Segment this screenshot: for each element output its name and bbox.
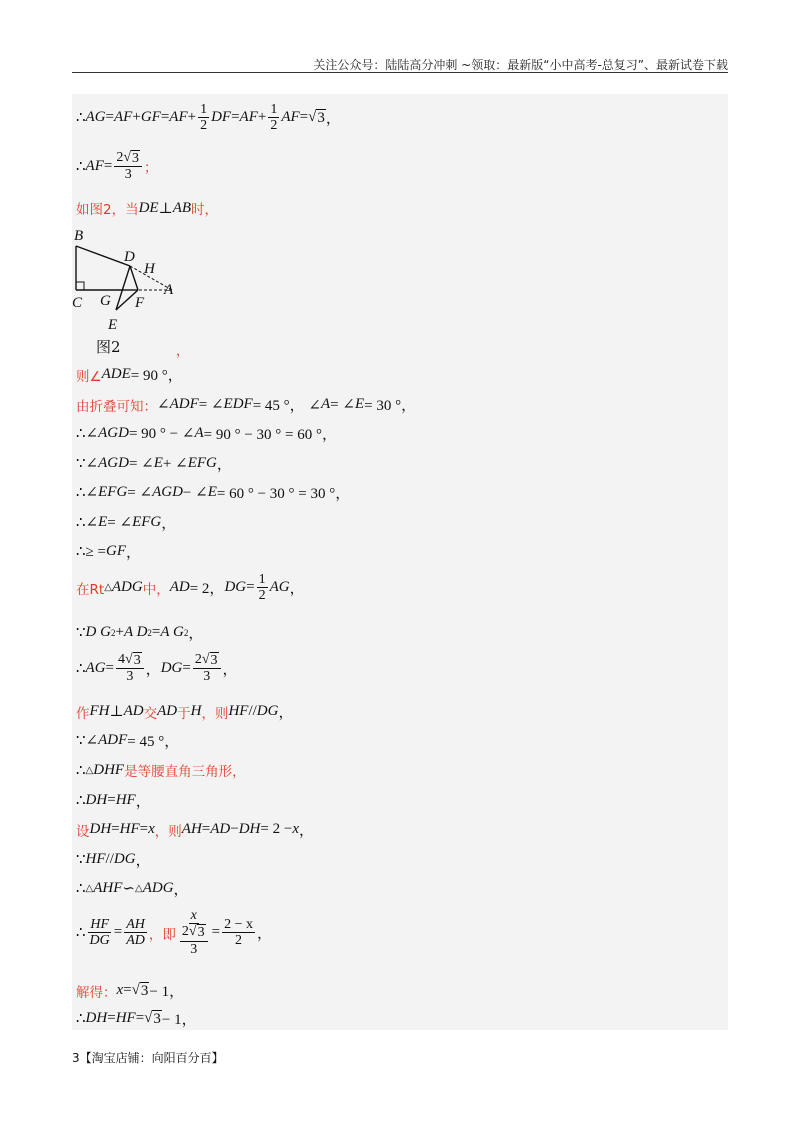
eq-let-x: 设 DH = HF = x ，则 AH = AD − DH = 2 − x ， bbox=[76, 821, 314, 840]
eq-proportion: ∴ $\frac{HF}{DG}$ = $\frac{AH}{AD}$ ，即 x 2 √ 3 3 = $\frac{2 - x}{2}$ ， bbox=[76, 908, 272, 957]
eq-dh-hf: ∴ DH = HF ， bbox=[76, 792, 151, 810]
fraction: 4 √ 3 3 bbox=[116, 652, 144, 685]
case-figure-2: 如图2，当 DE ⊥ AB 时， bbox=[76, 199, 219, 218]
page-footer: 3【淘宝店铺：向阳百分百】 bbox=[72, 1051, 224, 1065]
label-e: E bbox=[108, 317, 118, 333]
compound-fraction: x 2 √ 3 3 bbox=[178, 908, 210, 957]
eq-angle-ade: 则∠ ADE = 90 °， bbox=[76, 366, 183, 385]
figure-trailing-comma: ， bbox=[176, 344, 190, 359]
label-b: B bbox=[74, 228, 84, 244]
label-g: G bbox=[100, 293, 111, 309]
fraction: $\frac{1}{2}$ bbox=[200, 102, 208, 134]
eq-angle-efg: ∴∠ EFG = ∠ AGD − ∠ E = 60 ° − 30 ° = 30 °， bbox=[76, 484, 351, 502]
sqrt: √ 3 bbox=[308, 109, 325, 127]
fraction: $\frac{2 - x}{2}$ bbox=[224, 916, 253, 949]
eq-pythagoras: ∵ D G 2 + A D 2 = A G 2 ， bbox=[76, 624, 204, 642]
figure-caption: 图2 bbox=[96, 338, 121, 356]
eq-ag-dg-values: ∴ AG = 4 √ 3 3 ， DG = 2 √ 3 3 ， bbox=[76, 652, 238, 685]
eq-solve-x: 解得： x = √ 3 − 1， bbox=[76, 981, 185, 1001]
geometry-figure-2 bbox=[72, 228, 192, 363]
sqrt: √ 3 bbox=[144, 1009, 161, 1027]
eq-similar-triangles: ∴ △ AHF ∽ △ ADG ， bbox=[76, 880, 189, 898]
eq-af-value: ∴ AF = 2 √ 3 3 ； bbox=[76, 150, 158, 183]
eq-folding: 由折叠可知： ∠ ADF = ∠ EDF = 45 °， ∠ A = ∠ E = 30 °， bbox=[76, 396, 417, 415]
eq-rt-adg: 在Rt △ ADG 中， AD = 2， DG = $\frac{1}{2}$ AG ， bbox=[76, 572, 305, 604]
eq-angle-e-efg: ∴∠ E = ∠ EFG ， bbox=[76, 514, 177, 532]
label-a: A bbox=[164, 282, 174, 298]
label-d: D bbox=[124, 249, 135, 265]
eq-ag-af-gf: ∴ AG = AF + GF = AF + $\frac{1}{2}$ DF = AF + $\frac{1}{2}$ AF = √ 3 ， bbox=[76, 102, 341, 134]
eq-hf-parallel-dg: ∵ HF // DG ， bbox=[76, 851, 151, 869]
eq-angle-adf: ∵∠ ADF = 45 °， bbox=[76, 732, 180, 750]
fraction: $\frac{1}{2}$ bbox=[258, 572, 266, 604]
header-rule bbox=[72, 72, 728, 73]
fraction: $\frac{HF}{DG}$ bbox=[89, 916, 110, 949]
eq-exterior-angle: ∵∠ AGD = ∠ E + ∠ EFG ， bbox=[76, 455, 232, 473]
eq-final-dh-hf: ∴ DH = HF = √ 3 − 1， bbox=[76, 1009, 197, 1028]
eq-isosceles-right: ∴ △ DHF 是等腰直角三角形， bbox=[76, 761, 246, 780]
eq-angle-agd: ∴∠ AGD = 90 ° − ∠ A = 90 ° − 30 ° = 60 °， bbox=[76, 425, 337, 443]
eq-ge-gf: ∴≥ = GF ， bbox=[76, 543, 142, 561]
fraction: 2 √ 3 3 bbox=[193, 652, 221, 685]
label-h: H bbox=[144, 261, 155, 277]
fraction: 2 √ 3 3 bbox=[114, 150, 142, 183]
fraction: $\frac{AH}{AD}$ bbox=[126, 916, 145, 949]
eq-construct-fh: 作 FH ⊥ AD 交 AD 于 H ，则 HF // DG ， bbox=[76, 703, 294, 722]
fraction: $\frac{1}{2}$ bbox=[270, 102, 278, 134]
label-f: F bbox=[135, 295, 145, 311]
sqrt: √ 3 bbox=[131, 981, 149, 999]
label-c: C bbox=[72, 295, 83, 311]
solution-content bbox=[72, 94, 728, 1030]
page-header: 关注公众号：陆陆高分冲刺 ~领取：最新版“小中高考-总复习”、最新试卷下载 bbox=[313, 58, 728, 72]
